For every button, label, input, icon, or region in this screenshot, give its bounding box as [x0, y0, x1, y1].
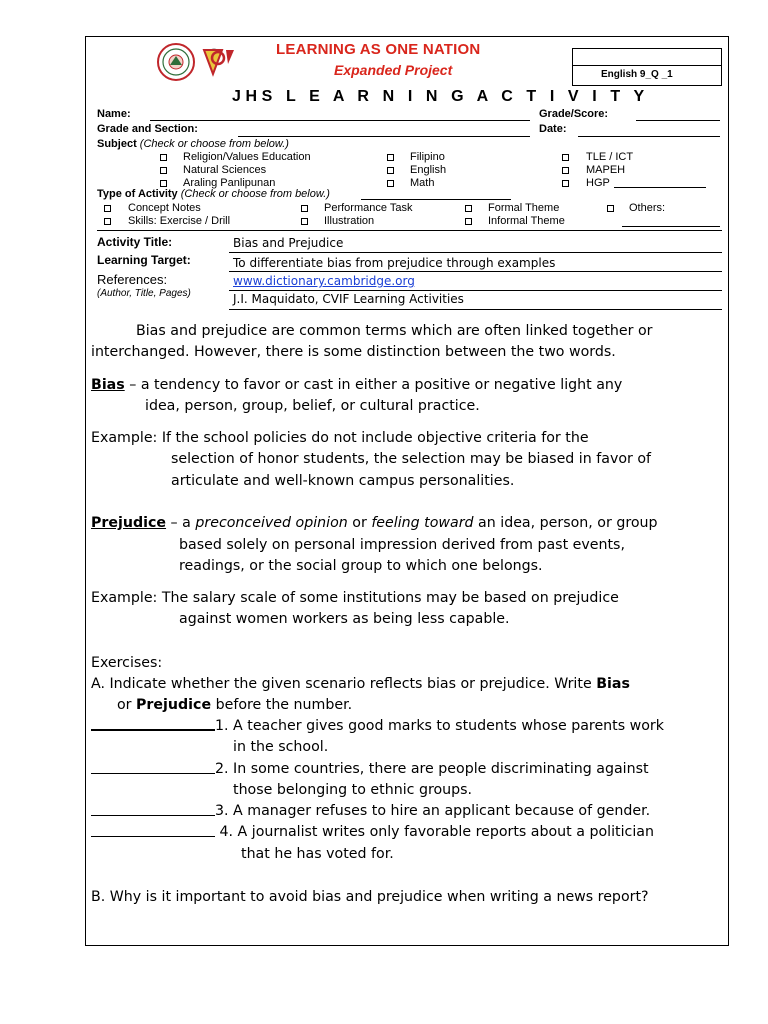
exercise-item-2: 2. In some countries, there are people discriminating against — [91, 759, 649, 780]
bias-definition-line-2: idea, person, group, belief, or cultural practice. — [145, 398, 480, 414]
activity-heading: JHS L E A R N I N G A C T I V I T Y — [232, 88, 649, 105]
checkbox-math[interactable] — [387, 180, 394, 187]
prejudice-example-line-1: Example: The salary scale of some institutions may be based on prejudice — [91, 590, 619, 606]
checkbox-english[interactable] — [387, 167, 394, 174]
checkbox-illustration[interactable] — [301, 218, 308, 225]
checkbox-religion[interactable] — [160, 154, 167, 161]
checkbox-tle-ict[interactable] — [562, 154, 569, 161]
answer-blank-1[interactable] — [91, 717, 215, 731]
intro-line-1: Bias and prejudice are common terms which are often linked together or — [136, 323, 653, 339]
subject-tle-ict: TLE / ICT — [586, 151, 634, 163]
checkbox-performance-task[interactable] — [301, 205, 308, 212]
prejudice-definition-line-3: readings, or the social group to which one belongs. — [179, 558, 543, 574]
subject-hgp: HGP — [586, 177, 610, 189]
type-field[interactable] — [361, 199, 511, 200]
subject-english: English — [410, 164, 447, 176]
subject-code: English 9_Q _1 — [601, 69, 673, 80]
name-label: Name: — [97, 108, 131, 120]
prejudice-example-line-2: against women workers as being less capable. — [179, 611, 510, 627]
type-others: Others: — [629, 202, 666, 214]
answer-blank-3[interactable] — [91, 802, 215, 816]
type-performance-task: Performance Task — [324, 202, 413, 214]
learning-target-line — [229, 271, 722, 272]
grade-score-label: Grade/Score: — [539, 108, 609, 120]
subject-code-box — [572, 48, 722, 86]
intro-line-2: interchanged. However, there is some distinction between the two words. — [91, 344, 616, 360]
grade-section-label: Grade and Section: — [97, 123, 198, 135]
grade-section-field[interactable] — [238, 136, 530, 137]
prejudice-term: Prejudice — [91, 515, 167, 531]
date-field[interactable] — [578, 136, 720, 137]
checkbox-natural-sciences[interactable] — [160, 167, 167, 174]
subject-religion: Religion/Values Education — [183, 151, 311, 163]
subject-heading: Subject (Check or choose from below.) — [97, 138, 289, 150]
subject-filipino: Filipino — [410, 151, 445, 163]
school-logos — [156, 42, 246, 82]
part-a-line-1: A. Indicate whether the given scenario reflects bias or prejudice. Write Bias — [91, 676, 630, 692]
reference-2: J.I. Maquidato, CVIF Learning Activities — [233, 292, 464, 306]
bias-definition-line-1: Bias – a tendency to favor or cast in either a positive or negative light any — [91, 377, 623, 393]
prejudice-definition-line-2: based solely on personal impression derived from past events, — [179, 537, 625, 553]
activity-title-line — [229, 252, 722, 253]
checkbox-concept-notes[interactable] — [104, 205, 111, 212]
prejudice-definition-line-1: Prejudice – a preconceived opinion or feeling toward an idea, person, or group — [91, 515, 658, 531]
bias-example-line-2: selection of honor students, the selection may be biased in favor of — [171, 451, 652, 467]
checkbox-others[interactable] — [607, 205, 614, 212]
checkbox-skills[interactable] — [104, 218, 111, 225]
divider — [97, 230, 722, 231]
reference-line-1 — [229, 290, 722, 291]
bias-example-line-1: Example: If the school policies do not include objective criteria for the — [91, 430, 589, 446]
type-illustration: Illustration — [324, 215, 375, 227]
date-label: Date: — [539, 123, 567, 135]
subject-math: Math — [410, 177, 435, 189]
activity-title-value: Bias and Prejudice — [233, 236, 344, 250]
part-b-question: B. Why is it important to avoid bias and prejudice when writing a news report? — [91, 889, 649, 905]
hgp-field[interactable] — [614, 187, 706, 188]
type-skills: Skills: Exercise / Drill — [128, 215, 231, 227]
exercise-item-1: 1. A teacher gives good marks to students whose parents work — [91, 716, 664, 737]
reference-line-2 — [229, 309, 722, 310]
deped-seal-icon — [158, 44, 194, 80]
exercise-item-4: 4. A journalist writes only favorable reports about a politician — [91, 822, 654, 843]
activity-title-label: Activity Title: — [97, 235, 173, 249]
others-field[interactable] — [622, 226, 720, 227]
subject-natural-sciences: Natural Sciences — [183, 164, 267, 176]
type-formal-theme: Formal Theme — [488, 202, 560, 214]
header-subtitle: Expanded Project — [334, 62, 453, 78]
type-informal-theme: Informal Theme — [488, 215, 565, 227]
checkbox-mapeh[interactable] — [562, 167, 569, 174]
exercise-item-3: 3. A manager refuses to hire an applicant because of gender. — [91, 801, 650, 822]
subject-araling-panlipunan: Araling Panlipunan — [183, 177, 276, 189]
bias-example-line-3: articulate and well-known campus personalities. — [171, 473, 515, 489]
references-hint: (Author, Title, Pages) — [97, 288, 191, 299]
header-title: LEARNING AS ONE NATION — [276, 41, 481, 58]
answer-blank-4[interactable] — [91, 823, 215, 837]
exercise-item-2-cont: those belonging to ethnic groups. — [233, 782, 473, 798]
bias-term: Bias — [91, 377, 125, 393]
name-field[interactable] — [150, 120, 530, 121]
references-label: References: — [97, 272, 168, 287]
checkbox-filipino[interactable] — [387, 154, 394, 161]
type-concept-notes: Concept Notes — [128, 202, 201, 214]
exercises-label: Exercises: — [91, 655, 163, 671]
subject-mapeh: MAPEH — [586, 164, 626, 176]
exercise-item-1-cont: in the school. — [233, 739, 329, 755]
answer-blank-2[interactable] — [91, 760, 215, 774]
reference-link[interactable]: www.dictionary.cambridge.org — [233, 274, 415, 288]
exercise-item-4-cont: that he has voted for. — [241, 846, 394, 862]
checkbox-informal-theme[interactable] — [465, 218, 472, 225]
learning-target-label: Learning Target: — [97, 253, 191, 267]
type-heading: Type of Activity (Check or choose from below.) — [97, 188, 330, 200]
learning-target-value: To differentiate bias from prejudice through examples — [233, 256, 556, 270]
part-a-line-2: or Prejudice before the number. — [117, 697, 353, 713]
checkbox-araling-panlipunan[interactable] — [160, 180, 167, 187]
grade-score-field[interactable] — [636, 120, 720, 121]
checkbox-formal-theme[interactable] — [465, 205, 472, 212]
project-logo-icon — [204, 49, 234, 74]
checkbox-hgp[interactable] — [562, 180, 569, 187]
